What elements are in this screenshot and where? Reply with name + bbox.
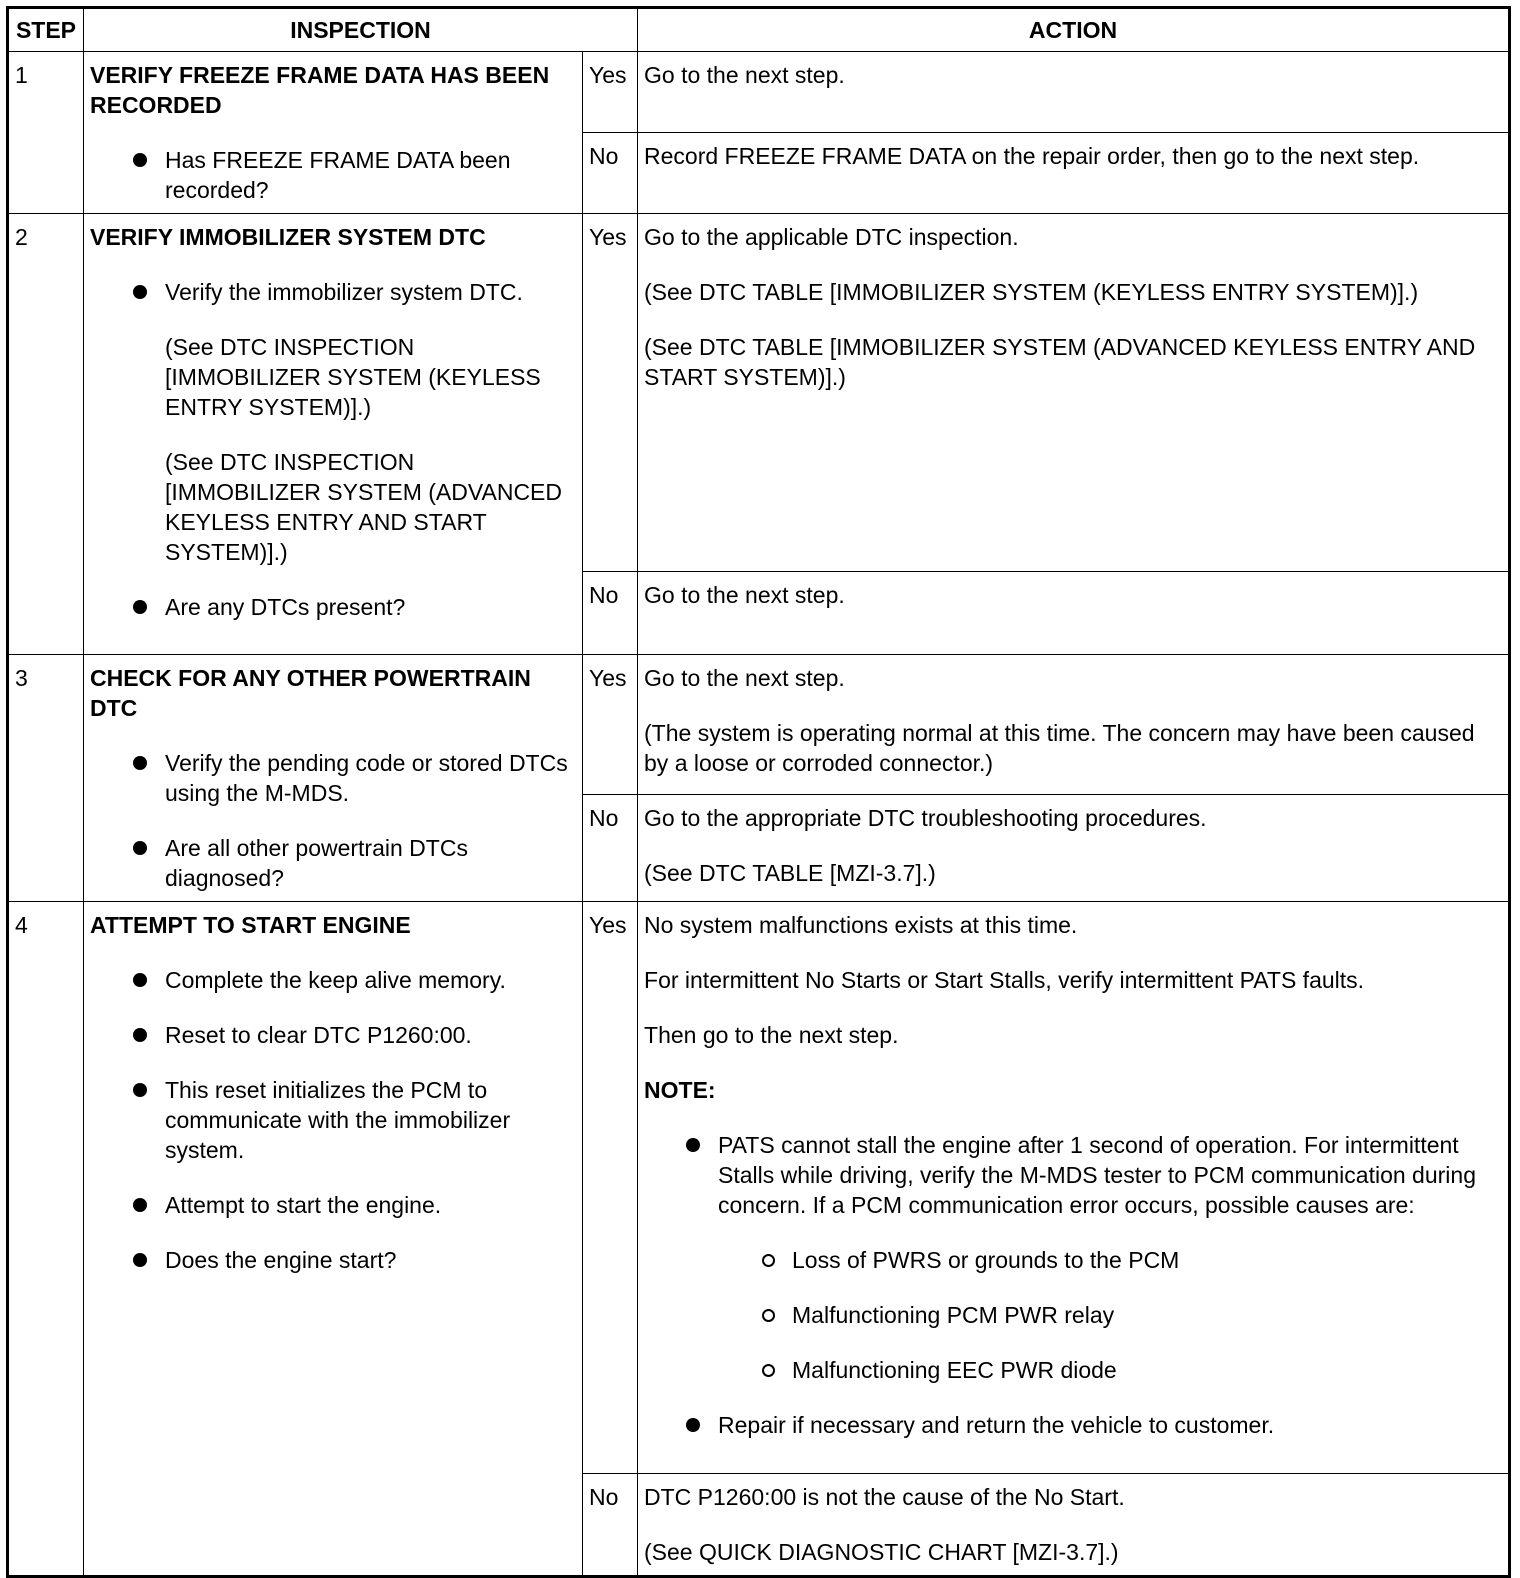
inspection-title: VERIFY FREEZE FRAME DATA HAS BEEN RECORDED [90, 62, 550, 118]
inspection-list [90, 748, 576, 893]
no-label: No [583, 794, 638, 901]
list-item: Reset to clear DTC P1260:00. [90, 1020, 576, 1050]
bullet-icon [686, 1418, 700, 1432]
bullet-icon [133, 1253, 147, 1267]
yes-action-cell: Go to the next step. (The system is operating normal at this time. The concern may have been caused by a loose or corroded connector.) [638, 655, 1510, 795]
circle-bullet-icon [762, 1309, 775, 1322]
header-action: ACTION [638, 8, 1510, 52]
list-item: Does the engine start? [90, 1245, 576, 1275]
header-step: STEP [8, 8, 84, 52]
bullet-icon [133, 1028, 147, 1042]
inspection-title: ATTEMPT TO START ENGINE [90, 912, 411, 938]
bullet-icon [133, 285, 147, 299]
reference-text: (See DTC INSPECTION [IMMOBILIZER SYSTEM (KEYLESS ENTRY SYSTEM)].) [165, 334, 541, 420]
note-list [644, 1130, 1502, 1440]
list-item: Attempt to start the engine. [90, 1190, 576, 1220]
inspection-list [90, 145, 576, 205]
yes-label: Yes [583, 214, 638, 572]
bullet-icon [133, 600, 147, 614]
inspection-cell [84, 214, 583, 655]
yes-action-cell: Go to the applicable DTC inspection. (See DTC TABLE [IMMOBILIZER SYSTEM (KEYLESS ENTRY SYSTEM)].) (See DTC TABLE [IMMOBILIZER SYSTEM (ADVANCED KEYLESS ENTRY AND START SYSTEM)].) [638, 214, 1510, 572]
list-item: PATS cannot stall the engine after 1 second of operation. For intermittent Stalls while driving, verify the M-MDS tester to PCM communication during concern. If a PCM communication error occurs, possible causes are: Loss of PWRS or grounds to the PCM Malfunctioning PCM PWR relay Malfunctioning EEC PWR diode [644, 1130, 1502, 1385]
list-item: Verify the pending code or stored DTCs using the M-MDS. [90, 748, 576, 808]
inspection-cell [84, 902, 583, 1577]
no-label: No [583, 133, 638, 214]
reference-text: (See DTC INSPECTION [IMMOBILIZER SYSTEM (ADVANCED KEYLESS ENTRY AND START SYSTEM)].) [165, 449, 563, 565]
no-action-cell: Go to the next step. [638, 572, 1510, 655]
inspection-list [90, 277, 576, 307]
header-row [8, 8, 1510, 52]
table-row [8, 214, 1510, 572]
no-action-cell: DTC P1260:00 is not the cause of the No Start. (See QUICK DIAGNOSTIC CHART [MZI-3.7].) [638, 1474, 1510, 1577]
list-item: Malfunctioning EEC PWR diode [718, 1355, 1502, 1385]
bullet-icon [133, 1083, 147, 1097]
no-action-cell: Record FREEZE FRAME DATA on the repair order, then go to the next step. [638, 133, 1510, 214]
note-label: NOTE: [644, 1077, 716, 1103]
inspection-list [90, 965, 576, 1275]
header-inspection: INSPECTION [84, 8, 638, 52]
step-number: 2 [8, 214, 84, 655]
bullet-icon [133, 153, 147, 167]
step-number: 3 [8, 655, 84, 902]
inspection-title: VERIFY IMMOBILIZER SYSTEM DTC [90, 224, 486, 250]
list-item: This reset initializes the PCM to communicate with the immobilizer system. [90, 1075, 576, 1165]
step-number: 4 [8, 902, 84, 1577]
no-action-cell: Go to the appropriate DTC troubleshooting procedures. (See DTC TABLE [MZI-3.7].) [638, 794, 1510, 901]
cause-list [718, 1245, 1502, 1385]
list-item: Loss of PWRS or grounds to the PCM [718, 1245, 1502, 1275]
bullet-icon [133, 756, 147, 770]
yes-label: Yes [583, 902, 638, 1474]
inspection-title: CHECK FOR ANY OTHER POWERTRAIN DTC [90, 665, 531, 721]
list-item: Are all other powertrain DTCs diagnosed? [90, 833, 576, 893]
list-item: Verify the immobilizer system DTC. [90, 277, 576, 307]
circle-bullet-icon [762, 1364, 775, 1377]
step-number: 1 [8, 52, 84, 214]
diagnostic-table [6, 6, 1511, 1578]
inspection-cell [84, 655, 583, 902]
list-item: Complete the keep alive memory. [90, 965, 576, 995]
yes-action-cell: Go to the next step. [638, 52, 1510, 133]
table-row [8, 52, 1510, 133]
no-label: No [583, 572, 638, 655]
bullet-icon [133, 1198, 147, 1212]
bullet-icon [133, 973, 147, 987]
list-item: Has FREEZE FRAME DATA been recorded? [90, 145, 576, 205]
bullet-icon [686, 1138, 700, 1152]
circle-bullet-icon [762, 1254, 775, 1267]
yes-label: Yes [583, 655, 638, 795]
no-label: No [583, 1474, 638, 1577]
yes-label: Yes [583, 52, 638, 133]
list-item: Repair if necessary and return the vehicle to customer. [644, 1410, 1502, 1440]
list-item: Malfunctioning PCM PWR relay [718, 1300, 1502, 1330]
bullet-icon [133, 841, 147, 855]
inspection-cell [84, 52, 583, 214]
table-row [8, 655, 1510, 795]
yes-action-cell: No system malfunctions exists at this time. For intermittent No Starts or Start Stalls, verify intermittent PATS faults. Then go to the next step. NOTE: PATS cannot stall the engine after 1 second of operation. For intermittent Stalls while driving, verify the M-MDS tester to PCM communication during concern. If a PCM communication error occurs, possible causes are: Loss of PWRS or grounds to the PCM Malfunctioning PCM PWR relay Malfunctioning EEC PWR diode Repair if necessary and return the vehicle to customer. [638, 902, 1510, 1474]
inspection-list [90, 592, 576, 622]
list-item: Are any DTCs present? [90, 592, 576, 622]
table-row [8, 902, 1510, 1474]
